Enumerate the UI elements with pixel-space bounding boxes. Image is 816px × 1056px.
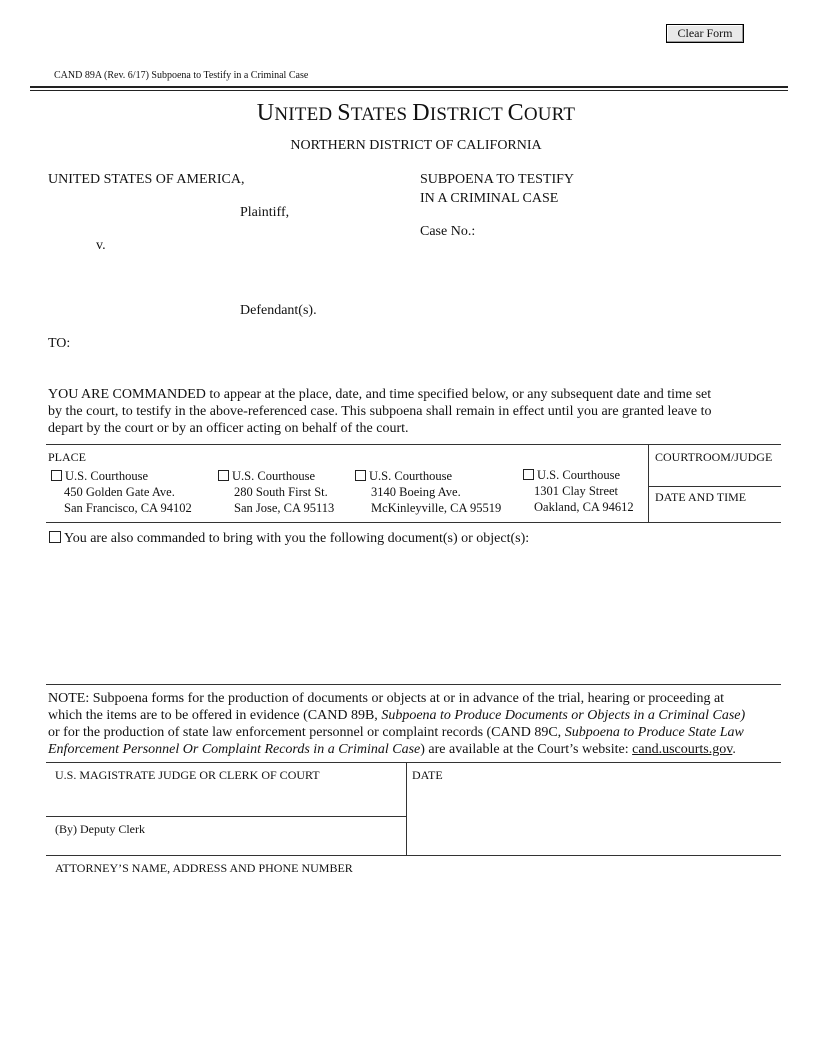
command-paragraph: YOU ARE COMMANDED to appear at the place, date, and time specified below, or any subsequent date and time set by the court, to testify in the above-referenced case. This subpoena shall remain in effect until you are granted leave to depart by the court or by an officer acting on behalf of the court. — [48, 387, 712, 436]
note-rule — [46, 684, 781, 685]
documents-checkbox[interactable] — [49, 531, 61, 543]
signature-divider — [406, 762, 407, 855]
courtroom-label: COURTROOM/JUDGE — [655, 450, 773, 464]
place-table-divider — [648, 444, 649, 523]
location-sf[interactable]: U.S. Courthouse 450 Golden Gate Ave. San Francisco, CA 94102 — [51, 468, 192, 516]
signature-top-rule — [46, 762, 781, 763]
signature-bottom-rule — [46, 855, 781, 856]
documents-row[interactable] — [49, 531, 529, 547]
date-label: DATE — [412, 768, 443, 782]
datetime-label: DATE AND TIME — [655, 490, 747, 504]
clear-form-button[interactable]: Clear Form — [666, 24, 744, 43]
deputy-label: (By) Deputy Clerk — [55, 822, 145, 836]
deputy-rule — [46, 816, 406, 817]
checkbox-sf[interactable] — [51, 470, 62, 481]
checkbox-mck[interactable] — [355, 470, 366, 481]
defendant-label: Defendant(s). — [240, 303, 317, 318]
location-sj[interactable]: U.S. Courthouse 280 South First St. San Jose, CA 95113 — [218, 468, 334, 516]
doc-title-line1: SUBPOENA TO TESTIFY — [420, 172, 575, 187]
case-no-label: Case No.: — [420, 224, 476, 239]
plaintiff-name: UNITED STATES OF AMERICA, — [48, 172, 245, 187]
court-title: UNITED STATES DISTRICT COURT — [256, 100, 576, 126]
documents-label: You are also commanded to bring with you the following document(s) or object(s): — [64, 531, 530, 546]
plaintiff-label: Plaintiff, — [240, 205, 290, 220]
command-lead: YOU ARE COMMANDED — [48, 387, 206, 402]
courtroom-divider — [648, 486, 781, 487]
location-oak[interactable]: U.S. Courthouse 1301 Clay Street Oakland, CA 94612 — [523, 467, 634, 515]
checkbox-oak[interactable] — [523, 469, 534, 480]
checkbox-sj[interactable] — [218, 470, 229, 481]
district-name: NORTHERN DISTRICT OF CALIFORNIA — [290, 138, 542, 153]
clerk-label: U.S. MAGISTRATE JUDGE OR CLERK OF COURT — [55, 768, 320, 782]
note-paragraph: NOTE: Subpoena forms for the production of documents or objects at or in advance of the trial, hearing or proceeding at which the items are to be offered in evidence (CAND 89B, Subpoena to Produce Documents or Objects in a Criminal Case) or for the production of state law enforcement personnel or complaint records (CAND 89C, Subpoena to Produce State Law Enforcement Personnel Or Complaint Records in a Criminal Case) are available at the Court’s website: cand.uscourts.gov. — [48, 691, 746, 757]
place-table-top — [46, 444, 781, 445]
place-table-bottom — [46, 522, 781, 523]
to-label: TO: — [48, 336, 71, 351]
versus: v. — [96, 238, 106, 253]
header-rule-bottom — [30, 90, 788, 91]
doc-title-line2: IN A CRIMINAL CASE — [420, 191, 559, 206]
header-rule-top — [30, 86, 788, 88]
attorney-label: ATTORNEY’S NAME, ADDRESS AND PHONE NUMBER — [55, 861, 353, 875]
place-label: PLACE — [48, 450, 87, 464]
court-website-link[interactable]: cand.uscourts.gov — [632, 742, 733, 757]
form-id: CAND 89A (Rev. 6/17) Subpoena to Testify in a Criminal Case — [54, 70, 309, 81]
location-mck[interactable]: U.S. Courthouse 3140 Boeing Ave. McKinleyville, CA 95519 — [355, 468, 501, 516]
